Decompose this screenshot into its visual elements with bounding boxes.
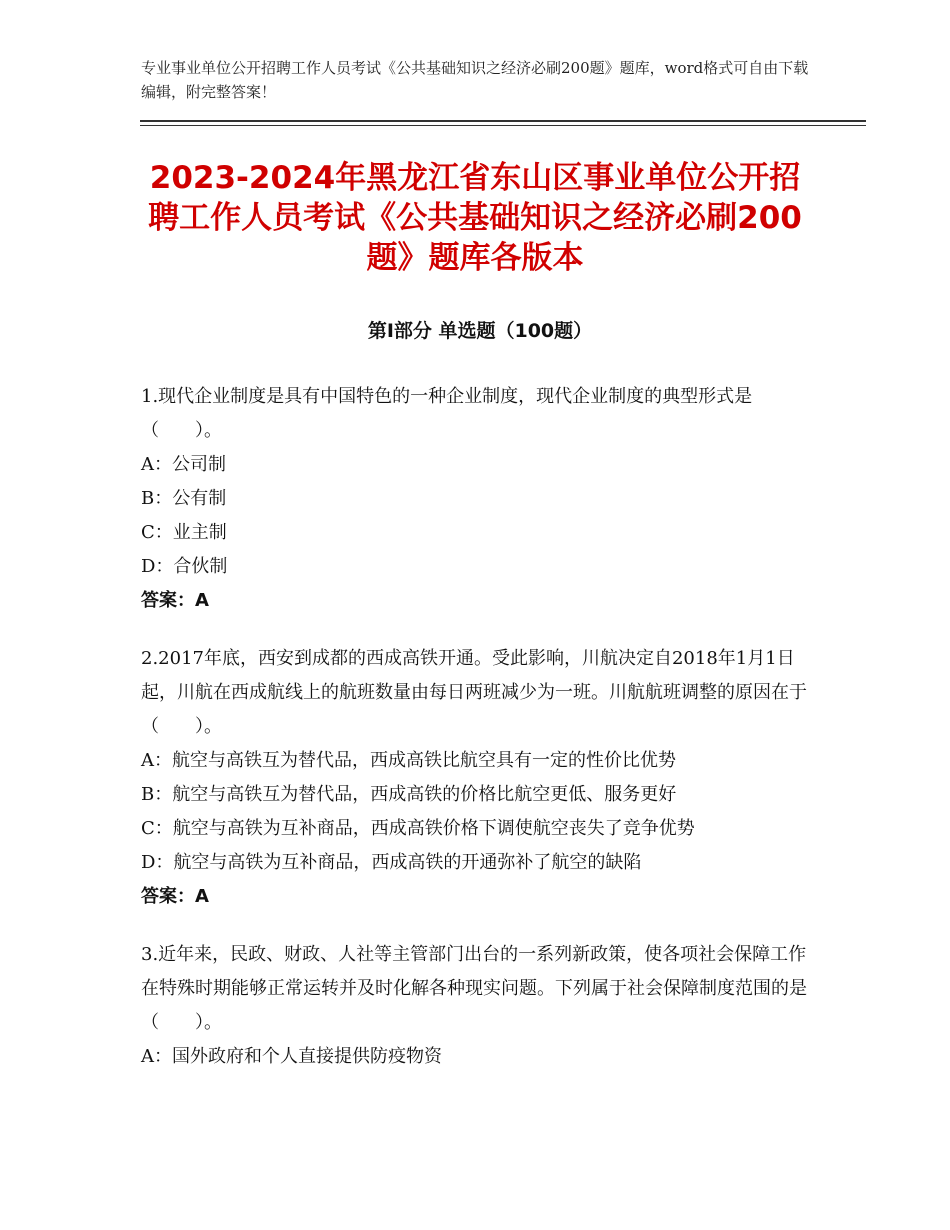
option-d: D：航空与高铁为互补商品，西成高铁的开通弥补了航空的缺陷 bbox=[141, 852, 642, 873]
option-a: A：公司制 bbox=[141, 454, 226, 475]
question-stem: 3.近年来，民政、财政、人社等主管部门出台的一系列新政策，使各项社会保障工作在特殊时期能够正常运转并及时化解各种现实问题。下列属于社会保障制度范围的是（ ）。 bbox=[141, 944, 807, 1033]
option-a: A：航空与高铁互为替代品，西成高铁比航空具有一定的性价比优势 bbox=[141, 750, 676, 771]
document-title: 2023-2024年黑龙江省东山区事业单位公开招聘工作人员考试《公共基础知识之经济必刷200题》题库各版本 bbox=[148, 160, 802, 276]
option-d: D：合伙制 bbox=[141, 556, 228, 577]
option-b: B：航空与高铁互为替代品，西成高铁的价格比航空更低、服务更好 bbox=[141, 784, 677, 805]
question-3 bbox=[141, 938, 821, 1074]
option-c: C：航空与高铁为互补商品，西成高铁价格下调使航空丧失了竞争优势 bbox=[141, 818, 695, 839]
answer-line: 答案：A bbox=[141, 590, 209, 611]
option-c: C：业主制 bbox=[141, 522, 227, 543]
option-a: A：国外政府和个人直接提供防疫物资 bbox=[141, 1046, 442, 1067]
header-divider-thick bbox=[140, 120, 866, 122]
answer-line: 答案：A bbox=[141, 886, 209, 907]
section-heading: 第I部分 单选题（100题） bbox=[367, 320, 593, 342]
question-stem: 2.2017年底，西安到成都的西成高铁开通。受此影响，川航决定自2018年1月1日起，川航在西成航线上的航班数量由每日两班减少为一班。川航航班调整的原因在于（ ）。 bbox=[141, 648, 807, 737]
question-stem: 1.现代企业制度是具有中国特色的一种企业制度，现代企业制度的典型形式是（ ）。 bbox=[141, 386, 753, 441]
question-2 bbox=[141, 642, 821, 914]
header-divider-thin bbox=[140, 125, 866, 126]
question-1 bbox=[141, 380, 821, 618]
question-list bbox=[141, 380, 821, 1098]
document-header-note: 专业事业单位公开招聘工作人员考试《公共基础知识之经济必刷200题》题库，word格式可自由下载编辑，附完整答案！ bbox=[141, 59, 809, 101]
option-b: B：公有制 bbox=[141, 488, 227, 509]
